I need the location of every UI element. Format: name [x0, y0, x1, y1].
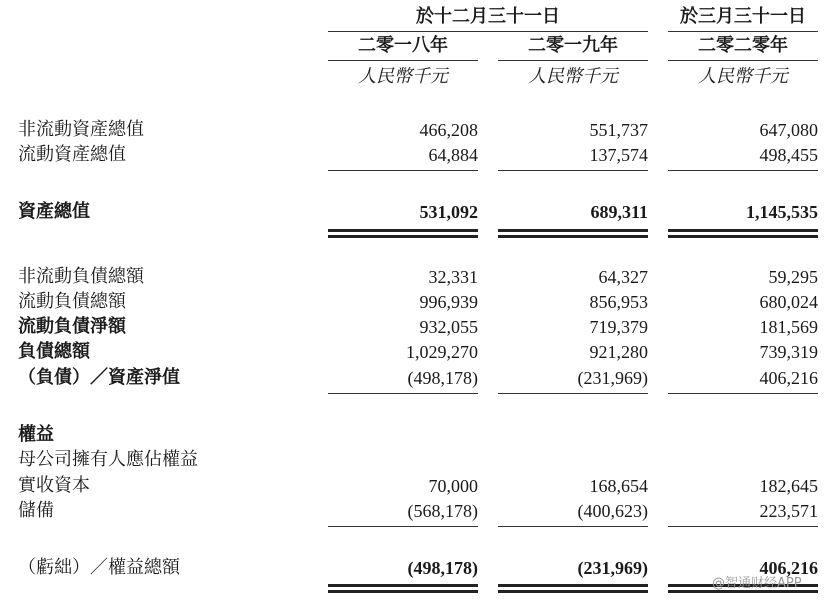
subtotal-rule — [498, 526, 648, 527]
cell-2019: (400,623) — [577, 501, 648, 521]
row-label: 非流動負債總額 — [18, 266, 144, 287]
subtotal-rule — [668, 170, 818, 171]
subtotal-rule — [498, 170, 648, 171]
table-row — [0, 366, 830, 390]
table-row — [0, 340, 830, 364]
row-label: 資產總值 — [18, 201, 90, 222]
row-label: 母公司擁有人應佔權益 — [18, 449, 198, 470]
cell-2020: 406,216 — [759, 368, 818, 388]
cell-2020: 739,319 — [759, 342, 818, 362]
header-unit-2019: 人民幣千元 — [528, 66, 618, 87]
header-year-2020: 二零二零年 — [698, 35, 788, 56]
header-group-march: 於三月三十一日 — [680, 6, 806, 27]
cell-2018: 32,331 — [428, 267, 478, 287]
subtotal-rule — [328, 526, 478, 527]
subtotal-rule — [328, 393, 478, 394]
row-label: 實收資本 — [18, 475, 90, 496]
total-double-rule — [328, 590, 478, 593]
table-row-total-equity — [0, 556, 830, 580]
cell-2020: 680,024 — [759, 292, 818, 312]
cell-2019: 137,574 — [589, 145, 648, 165]
watermark: @智通财经APP — [712, 576, 802, 591]
cell-2019: 719,379 — [589, 317, 648, 337]
row-label: 流動資產總值 — [18, 144, 126, 165]
header-year-2019-rule — [498, 60, 648, 61]
header-year-2018: 二零一八年 — [358, 35, 448, 56]
row-label: 流動負債總額 — [18, 291, 126, 312]
cell-2019: 689,311 — [590, 202, 648, 222]
cell-2020: 181,569 — [759, 317, 818, 337]
header-year-2018-rule — [328, 60, 478, 61]
cell-2019: 856,953 — [589, 292, 648, 312]
subtotal-rule — [328, 170, 478, 171]
total-double-rule — [328, 229, 478, 232]
table-row — [0, 118, 830, 142]
cell-2020: 1,145,535 — [746, 202, 818, 222]
cell-2019: (231,969) — [577, 558, 648, 578]
cell-2019: (231,969) — [577, 368, 648, 388]
section-subheading — [0, 448, 830, 472]
cell-2018: (568,178) — [407, 501, 478, 521]
table-row — [0, 265, 830, 289]
table-row — [0, 499, 830, 523]
cell-2020: 223,571 — [759, 501, 818, 521]
cell-2018: 466,208 — [419, 120, 478, 140]
cell-2020: 406,216 — [759, 558, 818, 578]
subtotal-rule — [668, 393, 818, 394]
row-label: 權益 — [18, 424, 54, 445]
total-double-rule — [668, 229, 818, 232]
row-label: 負債總額 — [18, 341, 90, 362]
row-label: 非流動資產總值 — [18, 119, 144, 140]
header-group-december: 於十二月三十一日 — [416, 6, 560, 27]
cell-2020: 647,080 — [759, 120, 818, 140]
cell-2019: 921,280 — [589, 342, 648, 362]
total-double-rule — [498, 235, 648, 238]
total-double-rule — [498, 590, 648, 593]
header-unit-2020: 人民幣千元 — [698, 66, 788, 87]
header-unit-2018: 人民幣千元 — [358, 66, 448, 87]
header-group-december-rule — [328, 31, 648, 32]
header-year-2019: 二零一九年 — [528, 35, 618, 56]
cell-2020: 59,295 — [768, 267, 818, 287]
cell-2020: 498,455 — [759, 145, 818, 165]
cell-2019: 168,654 — [589, 476, 648, 496]
table-row — [0, 315, 830, 339]
row-label: 流動負債淨額 — [18, 316, 126, 337]
subtotal-rule — [668, 526, 818, 527]
cell-2020: 182,645 — [759, 476, 818, 496]
cell-2018: 1,029,270 — [406, 342, 478, 362]
cell-2019: 64,327 — [598, 267, 648, 287]
total-double-rule — [328, 584, 478, 587]
cell-2019: 551,737 — [589, 120, 648, 140]
cell-2018: 70,000 — [428, 476, 478, 496]
subtotal-rule — [498, 393, 648, 394]
cell-2018: 64,884 — [428, 145, 478, 165]
row-label: （負債）／資產淨值 — [18, 367, 180, 388]
section-heading-equity — [0, 423, 830, 447]
total-double-rule — [498, 229, 648, 232]
table-row — [0, 474, 830, 498]
cell-2018: (498,178) — [407, 558, 478, 578]
header-group-march-rule — [668, 31, 818, 32]
row-label: （虧絀）／權益總額 — [18, 557, 180, 578]
cell-2018: (498,178) — [407, 368, 478, 388]
header-year-2020-rule — [668, 60, 818, 61]
table-row-total-assets — [0, 200, 830, 224]
cell-2018: 932,055 — [419, 317, 478, 337]
row-label: 儲備 — [18, 500, 54, 521]
table-row — [0, 143, 830, 167]
table-row — [0, 290, 830, 314]
cell-2018: 531,092 — [419, 202, 478, 222]
total-double-rule — [668, 235, 818, 238]
total-double-rule — [498, 584, 648, 587]
total-double-rule — [328, 235, 478, 238]
cell-2018: 996,939 — [419, 292, 478, 312]
